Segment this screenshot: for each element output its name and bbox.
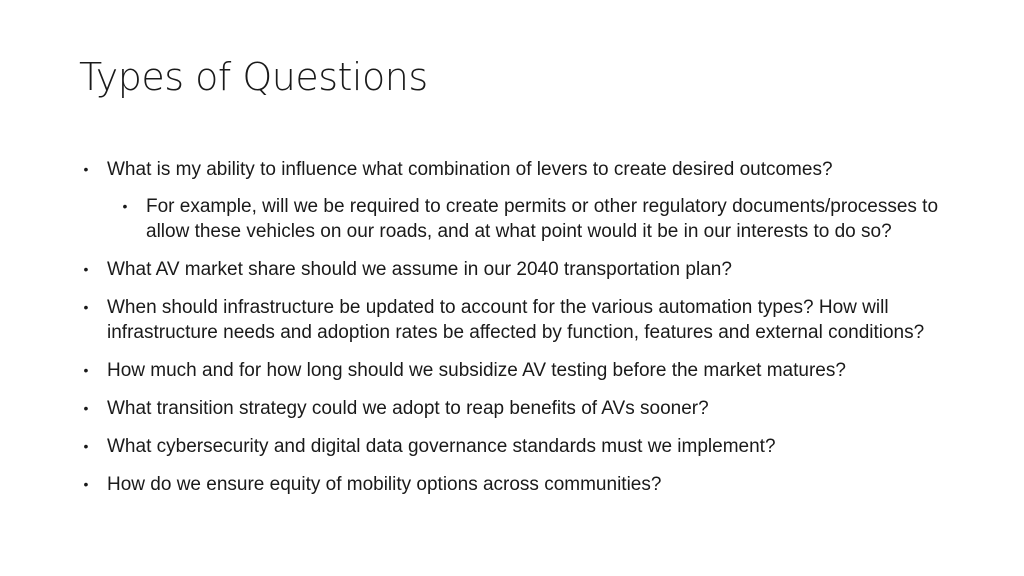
bullet-text: How much and for how long should we subsidize AV testing before the market matures?	[107, 360, 846, 381]
bullet-icon: •	[122, 198, 128, 214]
bullet-item	[0, 358, 1024, 383]
bullet-text: When should infrastructure be updated to account for the various automation types? How will infrastructure needs and adoption rates be affected by function, features and external conditions?	[107, 297, 925, 343]
bullet-icon: •	[83, 299, 89, 315]
bullet-icon: •	[83, 161, 89, 177]
bullet-item	[0, 295, 1024, 345]
bullet-icon: •	[83, 476, 89, 492]
sub-bullet-item	[0, 194, 1024, 244]
bullet-text: What cybersecurity and digital data governance standards must we implement?	[107, 436, 776, 457]
bullet-item	[0, 157, 1024, 182]
bullet-item	[0, 257, 1024, 282]
bullet-icon: •	[83, 438, 89, 454]
bullet-item	[0, 396, 1024, 421]
slide-title: Types of Questions	[79, 55, 428, 99]
bullet-icon: •	[83, 400, 89, 416]
bullet-icon: •	[83, 362, 89, 378]
bullet-list	[0, 157, 1024, 510]
bullet-item	[0, 472, 1024, 497]
bullet-text: For example, will we be required to create permits or other regulatory documents/processes to allow these vehicles on our roads, and at what point would it be in our interests to do so?	[146, 196, 939, 242]
bullet-text: How do we ensure equity of mobility options across communities?	[107, 474, 662, 495]
bullet-text: What AV market share should we assume in our 2040 transportation plan?	[107, 259, 732, 280]
bullet-text: What transition strategy could we adopt to reap benefits of AVs sooner?	[107, 398, 709, 419]
bullet-item	[0, 434, 1024, 459]
bullet-icon: •	[83, 261, 89, 277]
bullet-text: What is my ability to influence what combination of levers to create desired outcomes?	[107, 159, 833, 180]
